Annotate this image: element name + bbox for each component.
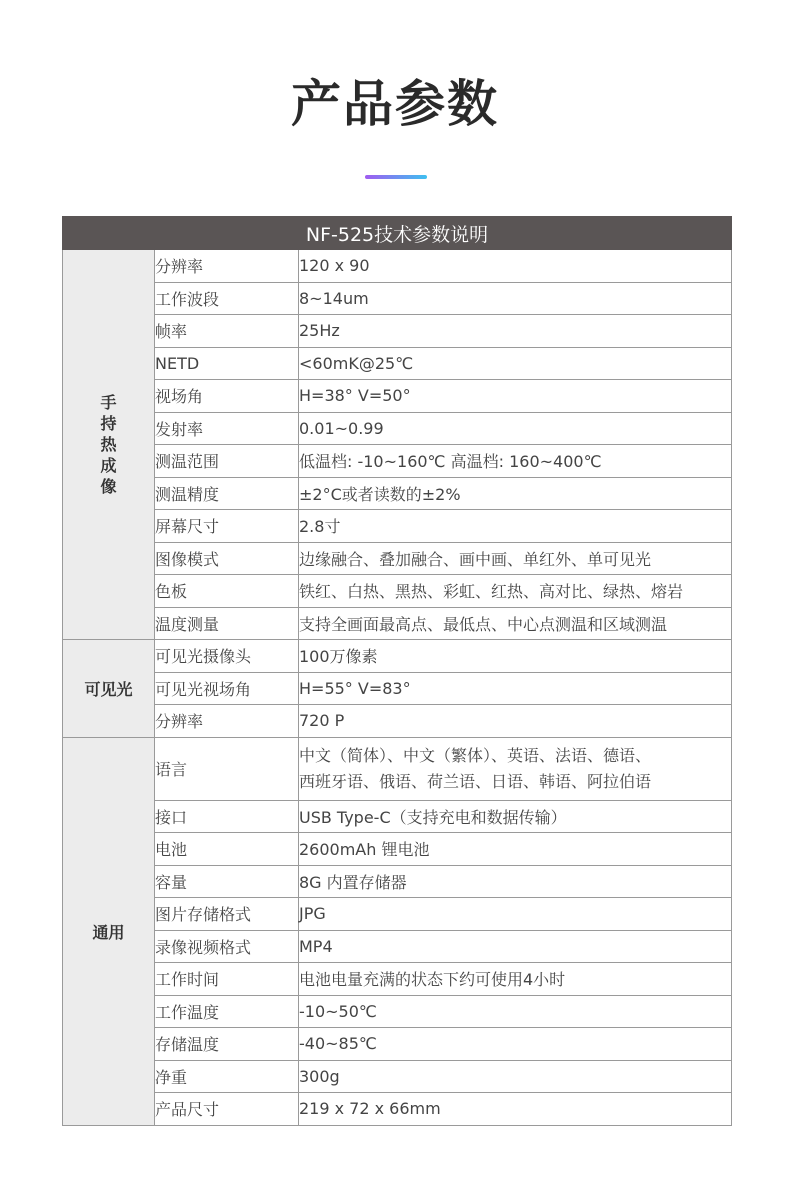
page-title: 产品参数 xyxy=(291,75,499,133)
table-row xyxy=(63,800,732,833)
param-value: 8G 内置存储器 xyxy=(299,865,732,898)
param-name: 分辨率 xyxy=(155,250,299,283)
param-value: JPG xyxy=(299,898,732,931)
param-name: 语言 xyxy=(155,737,299,800)
group-label-char: 手 xyxy=(100,393,117,412)
param-name: 图像模式 xyxy=(155,542,299,575)
param-name: 屏幕尺寸 xyxy=(155,510,299,543)
table-row xyxy=(63,930,732,963)
table-row xyxy=(63,963,732,996)
param-value: MP4 xyxy=(299,930,732,963)
table-row xyxy=(63,510,732,543)
table-row xyxy=(63,995,732,1028)
param-name: 测温精度 xyxy=(155,477,299,510)
param-value: 2600mAh 锂电池 xyxy=(299,833,732,866)
param-value xyxy=(299,737,732,800)
param-value: -40~85℃ xyxy=(299,1028,732,1061)
param-value: 电池电量充满的状态下约可使用4小时 xyxy=(299,963,732,996)
param-name: 产品尺寸 xyxy=(155,1093,299,1126)
group-label: 可见光 xyxy=(63,640,155,738)
table-row xyxy=(63,445,732,478)
param-name: 帧率 xyxy=(155,315,299,348)
param-value: <60mK@25℃ xyxy=(299,347,732,380)
table-row xyxy=(63,833,732,866)
param-value-line: 西班牙语、俄语、荷兰语、日语、韩语、阿拉伯语 xyxy=(299,771,652,791)
param-name: 工作时间 xyxy=(155,963,299,996)
param-name: 净重 xyxy=(155,1060,299,1093)
spec-table xyxy=(62,216,732,1126)
param-name: NETD xyxy=(155,347,299,380)
param-value: 支持全画面最高点、最低点、中心点测温和区域测温 xyxy=(299,607,732,640)
group-label xyxy=(63,250,155,640)
param-value: 2.8寸 xyxy=(299,510,732,543)
param-name: 测温范围 xyxy=(155,445,299,478)
table-row xyxy=(63,1060,732,1093)
param-value: 219 x 72 x 66mm xyxy=(299,1093,732,1126)
param-name: 图片存储格式 xyxy=(155,898,299,931)
table-row xyxy=(63,1093,732,1126)
group-label: 通用 xyxy=(63,737,155,1125)
param-value: 8~14um xyxy=(299,282,732,315)
table-row xyxy=(63,380,732,413)
param-name: 工作波段 xyxy=(155,282,299,315)
param-value: USB Type-C（支持充电和数据传输） xyxy=(299,800,732,833)
table-row xyxy=(63,347,732,380)
table-header: NF-525技术参数说明 xyxy=(63,217,732,250)
table-row xyxy=(63,705,732,738)
table-row xyxy=(63,575,732,608)
group-label-char: 热 xyxy=(100,435,117,454)
param-value-line: 中文（简体）、中文（繁体）、英语、法语、德语、 xyxy=(299,745,652,765)
table-row xyxy=(63,315,732,348)
param-value: 低温档: -10~160℃ 高温档: 160~400℃ xyxy=(299,445,732,478)
group-label-char: 成 xyxy=(100,456,117,475)
param-name: 电池 xyxy=(155,833,299,866)
param-value: ±2°C或者读数的±2% xyxy=(299,477,732,510)
title-underline xyxy=(365,175,427,179)
spec-table-body xyxy=(63,250,732,1126)
param-name: 温度测量 xyxy=(155,607,299,640)
param-value: 0.01~0.99 xyxy=(299,412,732,445)
param-name: 录像视频格式 xyxy=(155,930,299,963)
param-value: -10~50℃ xyxy=(299,995,732,1028)
param-value: 720 P xyxy=(299,705,732,738)
param-value: 300g xyxy=(299,1060,732,1093)
param-value: 25Hz xyxy=(299,315,732,348)
param-name: 分辨率 xyxy=(155,705,299,738)
table-row xyxy=(63,672,732,705)
group-label-char: 像 xyxy=(100,477,117,496)
table-row xyxy=(63,607,732,640)
param-name: 可见光摄像头 xyxy=(155,640,299,673)
param-value: 铁红、白热、黑热、彩虹、红热、高对比、绿热、熔岩 xyxy=(299,575,732,608)
param-value: H=55° V=83° xyxy=(299,672,732,705)
param-name: 色板 xyxy=(155,575,299,608)
param-value: 120 x 90 xyxy=(299,250,732,283)
param-name: 发射率 xyxy=(155,412,299,445)
param-name: 容量 xyxy=(155,865,299,898)
table-row xyxy=(63,412,732,445)
table-row xyxy=(63,865,732,898)
param-name: 视场角 xyxy=(155,380,299,413)
param-name: 可见光视场角 xyxy=(155,672,299,705)
group-label-char: 持 xyxy=(100,414,117,433)
table-row xyxy=(63,250,732,283)
param-name: 存储温度 xyxy=(155,1028,299,1061)
param-value: 100万像素 xyxy=(299,640,732,673)
param-name: 工作温度 xyxy=(155,995,299,1028)
table-row xyxy=(63,898,732,931)
table-row xyxy=(63,737,732,800)
table-row xyxy=(63,542,732,575)
table-row xyxy=(63,1028,732,1061)
table-row xyxy=(63,640,732,673)
table-row xyxy=(63,282,732,315)
param-value: H=38° V=50° xyxy=(299,380,732,413)
table-row xyxy=(63,477,732,510)
param-value: 边缘融合、叠加融合、画中画、单红外、单可见光 xyxy=(299,542,732,575)
param-name: 接口 xyxy=(155,800,299,833)
